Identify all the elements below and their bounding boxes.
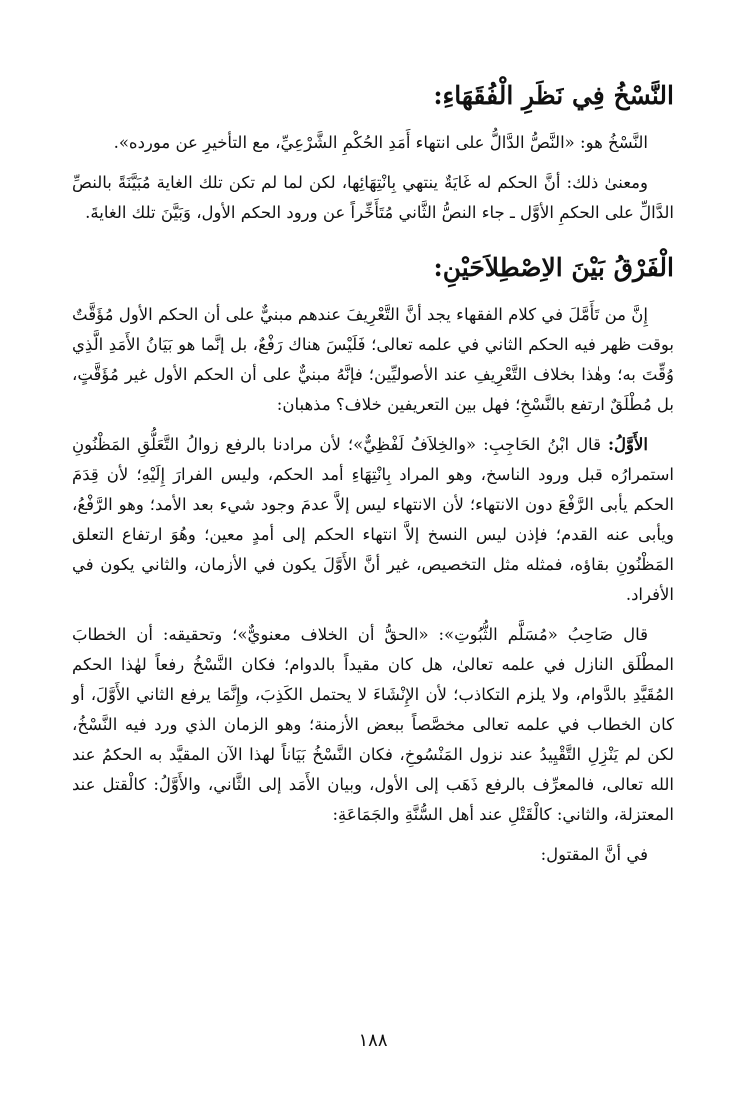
paragraph-closing: في أنَّ المقتول:	[540, 845, 648, 864]
paragraph-second-view: قال صَاحِبُ «مُسَلَّم الثُّبُوتِ»: «الحقُّ أن الخلاف معنويٌّ»؛ وتحقيقه: أن الخطابَ المطْلَق النازل في علمه تعالىٰ، هل كان مقيداً بالدوام؛ فكان النَّسْخُ رفعاً لهٰذا الحكم المُقَيَّدِ بالدَّوام، ولا يلزم التكاذب؛ لأن الإِنْشَاءَ لا يحتمل الكَذِبَ، وإِنَّمَا يرفع الثاني الأَوَّلَ، أو كان الخطاب في علمه تعالى مخصَّصاً ببعض الأزمنة؛ وهو الزمان الذي ورد فيه النَّسْخُ، لكن لم يَنْزِلِ التَّقْيِيدُ عند نزول المَنْسُوخِ، فكان النَّسْخُ بَيَاناً لهذا الآن المقيَّد به الحكمُ عند الله تعالى، فالمعرِّف بالرفع ذَهَب إلى الأول، وبيان الأَمَد إلى الثَّاني، والأَوَّلُ: كالْقتل عند المعتزلة، والثاني: كالْقَتْلِ عند أهل السُّنَّةِ والجَمَاعَةِ:	[72, 625, 674, 824]
page-number: ١٨٨	[358, 1030, 388, 1051]
section-heading-difference: الْفَرْقُ بَيْنَ الاِصْطِلاَحَيْنِ:	[433, 253, 674, 282]
paragraph-meaning: ومعنىٰ ذلك: أنَّ الحكم له غَايَةٌ ينتهي بِانْتِهَائِها، لكن لما لم تكن تلك الغاية مُبَيَّنَةً بالنصِّ الدَّالِّ على الحكمِ الأوَّل ـ جاء النصُّ الثَّاني مُتَأَخِّراً عن ورود الحكم الأول، وَبَيَّنَ تلك الغايةَ.	[72, 173, 674, 222]
first-view-text: قال ابْنُ الحَاجِبِ: «والخِلاَفُ لَفْظِيٌّ»؛ لأن مرادنا بالرفع زوالُ التَّعَلُّقِ المَظْنُونِ استمرارُه قبل ورود الناسخ، وهو المراد بِانْتِهَاءِ أمد الحكم، وليس الفرارَ إِلَيْهِ؛ لأن قِدَمَ الحكم يأبى الرَّفْعَ دون الانتهاء؛ لأن الانتهاء ليس إلاَّ عدمَ وجود شيء بعد الأمد؛ وهو الرَّفْعُ، ويأبى عنه القدم؛ فإذن ليس النسخ إلاَّ انتهاء الحكم إلى أمدٍ معين؛ وهُوَ ارتفاع التعلق المَظْنُونِ بقاؤه، فمثله مثل التخصيص، غير أنَّ الأَوَّلَ يكون في الأزمان، والثاني يكون في الأفراد.	[72, 435, 674, 604]
paragraph-reflection: إِنَّ من تَأَمَّلَ في كلام الفقهاء يجد أنَّ التَّعْرِيفَ عندهم مبنيٌّ على أن الحكم الأول مُؤَقَّتٌ بوقت ظهر فيه الحكم الثاني في علمه تعالى؛ فَلَيْسَ هناك رَفْعٌ، بل إنَّما هو بَيَانُ الأَمَدِ الَّذِي وُقِّتَ به؛ وهٰذا بخلاف التَّعْرِيفِ عند الأصوليِّين؛ فإنَّهُ مبنيٌّ على أن الحكم الأول غير مُؤَقَّتٍ، بل مُطْلَقٌ ارتفع بالنَّسْخِ؛ فهل بين التعريفين خلاف؟ مذهبان:	[72, 305, 674, 414]
paragraph-definition: النَّسْخُ هو: «النَّصُّ الدَّالُّ على انتهاء أَمَدِ الحُكْمِ الشَّرْعِيِّ، مع التأخيرِ عن مورده».	[113, 133, 648, 152]
paragraph-first-view	[72, 430, 674, 610]
first-view-label: الأَوَّلُ:	[607, 435, 648, 454]
section-heading-fuqaha: النَّسْخُ فِي نَظَرِ الْفُقَهَاءِ:	[433, 81, 674, 110]
